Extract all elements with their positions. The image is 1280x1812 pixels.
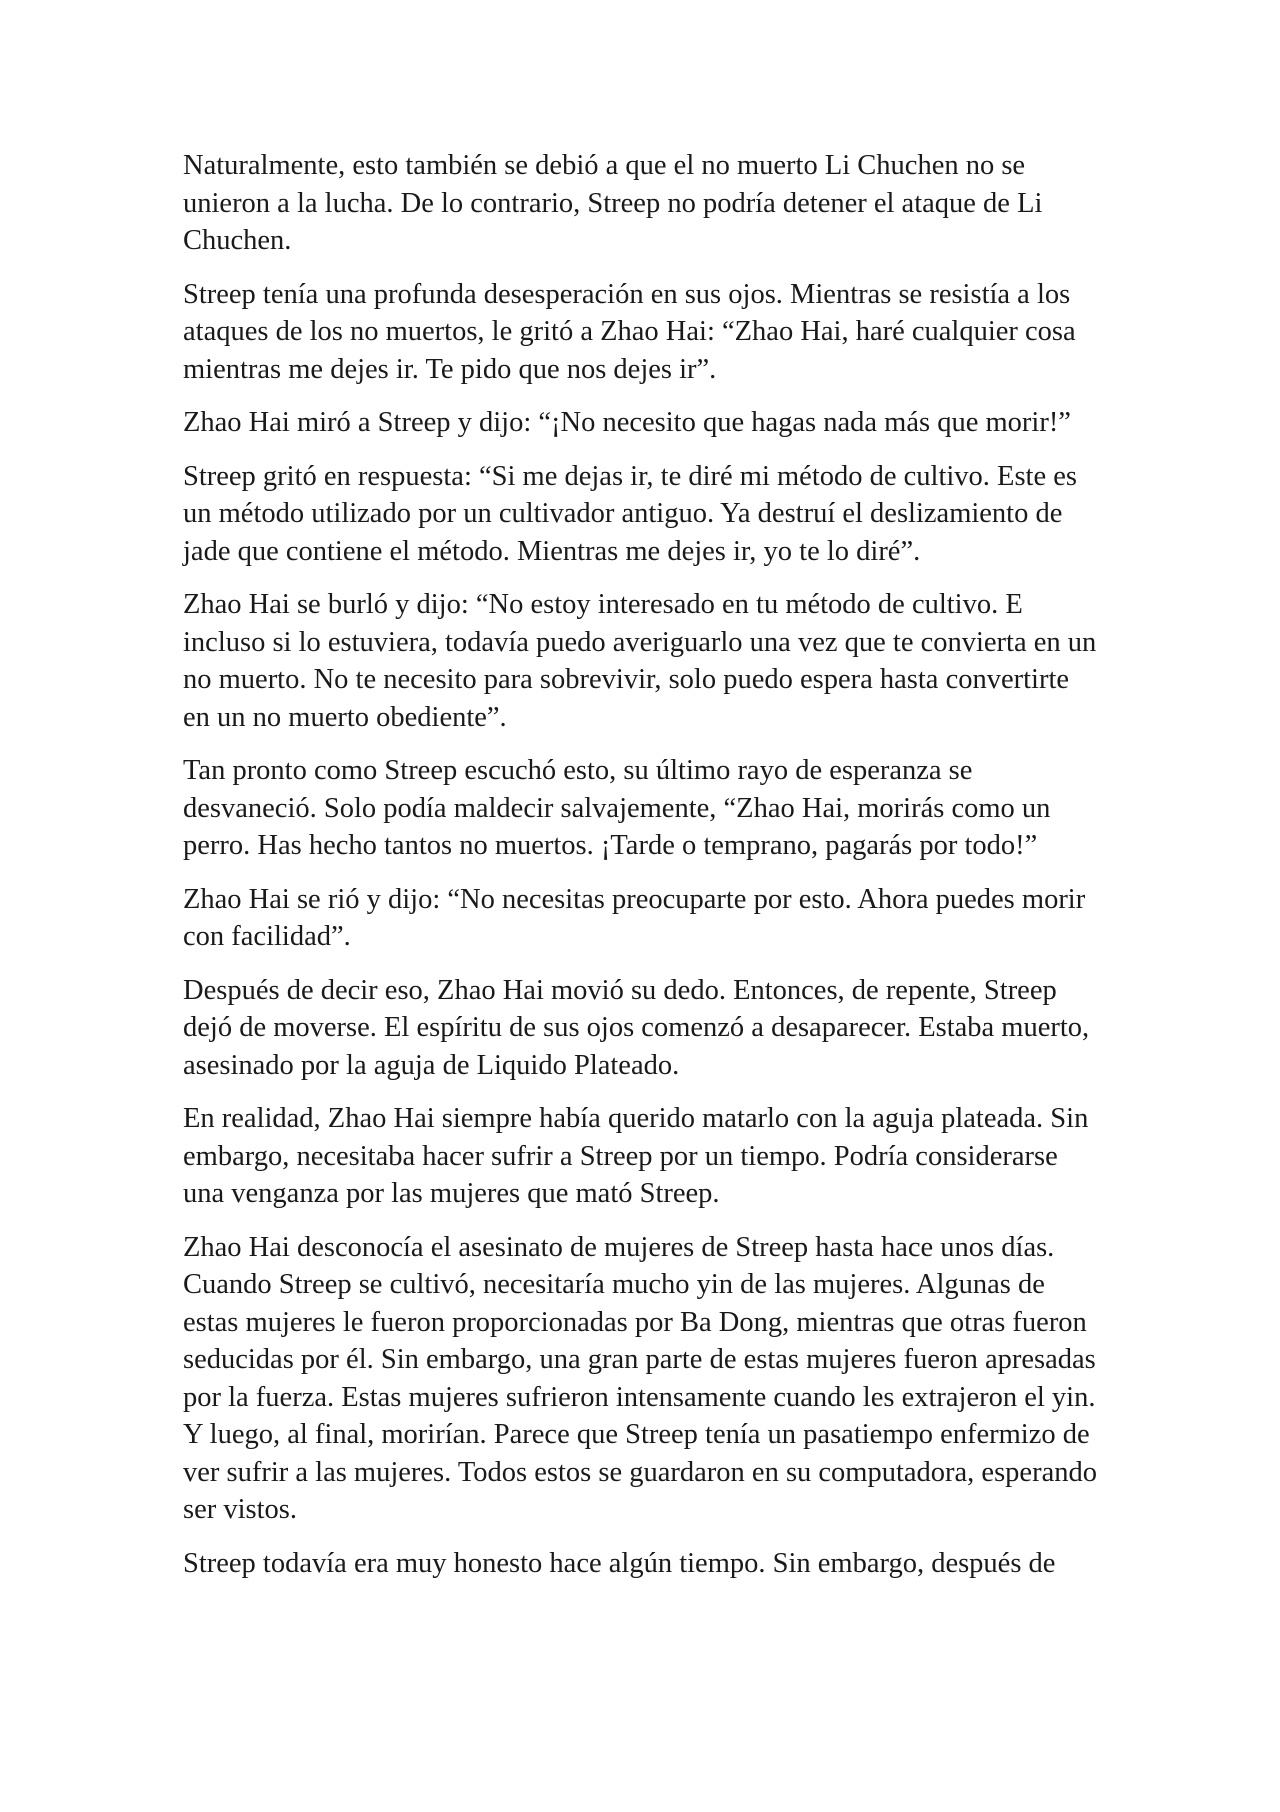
paragraph: Zhao Hai miró a Streep y dijo: “¡No necesito que hagas nada más que morir!” (183, 407, 1071, 438)
paragraph: En realidad, Zhao Hai siempre había querido matarlo con la aguja plateada. Sin embargo, necesitaba hacer sufrir a Streep por un tiempo. Podría considerarse una venganza por las mujeres que mató Streep. (183, 1103, 1089, 1209)
document-body (183, 147, 1103, 1598)
paragraph: Naturalmente, esto también se debió a que el no muerto Li Chuchen no se unieron a la lucha. De lo contrario, Streep no podría detener el ataque de Li Chuchen. (183, 150, 1043, 256)
paragraph: Streep todavía era muy honesto hace algún tiempo. Sin embargo, después de (183, 1547, 1056, 1579)
paragraph: Zhao Hai desconocía el asesinato de mujeres de Streep hasta hace unos días. Cuando Streep se cultivó, necesitaría mucho yin de las mujeres. Algunas de estas mujeres le fueron proporcionadas por Ba Dong, mientras que otras fueron seducidas por él. Sin embargo, una gran parte de estas mujeres fueron apresadas por la fuerza. Estas mujeres sufrieron intensamente cuando les extrajeron el yin. Y luego, al final, morirían. Parece que Streep tenía un pasatiempo enfermizo de ver sufrir a las mujeres. Todos estos se guardaron en su computadora, esperando ser vistos. (183, 1231, 1097, 1525)
paragraph: Streep gritó en respuesta: “Si me dejas ir, te diré mi método de cultivo. Este es un método utilizado por un cultivador antiguo. Ya destruí el deslizamiento de jade que contiene el método. Mientras me dejes ir, yo te lo diré”. (183, 460, 1077, 567)
paragraph: Streep tenía una profunda desesperación en sus ojos. Mientras se resistía a los ataques de los no muertos, le gritó a Zhao Hai: “Zhao Hai, haré cualquier cosa mientras me dejes ir. Te pido que nos dejes ir”. (183, 278, 1076, 385)
paragraph: Zhao Hai se burló y dijo: “No estoy interesado en tu método de cultivo. E incluso si lo estuviera, todavía puedo averiguarlo una vez que te convierta en un no muerto. No te necesito para sobrevivir, solo puedo espera hasta convertirte en un no muerto obediente”. (183, 589, 1097, 733)
paragraph: Zhao Hai se rió y dijo: “No necesitas preocuparte por esto. Ahora puedes morir con facilidad”. (183, 883, 1086, 952)
paragraph: Después de decir eso, Zhao Hai movió su dedo. Entonces, de repente, Streep dejó de moverse. El espíritu de sus ojos comenzó a desaparecer. Estaba muerto, asesinado por la aguja de Liquido Plateado. (183, 974, 1090, 1081)
paragraph: Tan pronto como Streep escuchó esto, su último rayo de esperanza se desvaneció. Solo podía maldecir salvajemente, “Zhao Hai, morirás como un perro. Has hecho tantos no muertos. ¡Tarde o temprano, pagarás por todo!” (183, 755, 1051, 861)
